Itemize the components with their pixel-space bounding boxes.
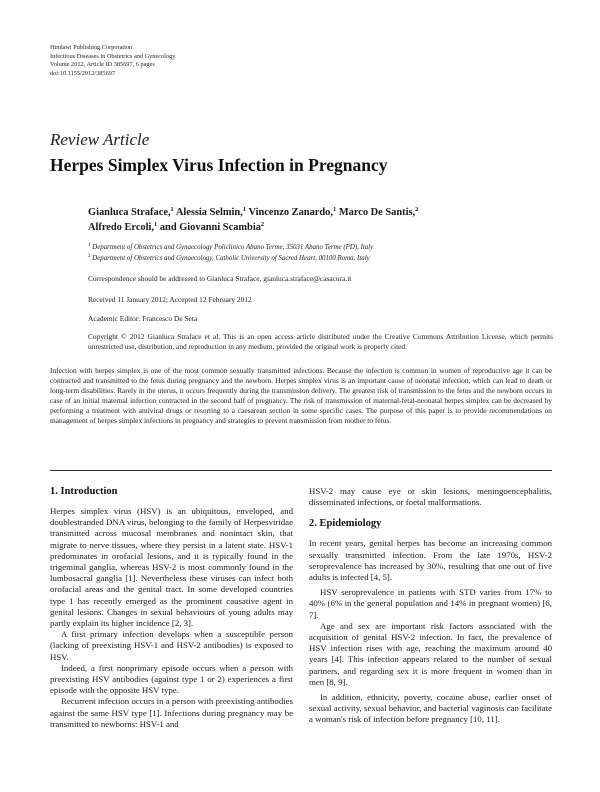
paragraph: In addition, ethnicity, poverty, cocaine abuse, earlier onset of sexual activity, sexual behavior, and bacterial vaginosis can facilitate a woman's risk of infection before pregnancy [10, 11]. xyxy=(309,692,552,725)
academic-editor: Academic Editor: Francesco De Seta xyxy=(88,314,198,323)
page-title: Herpes Simplex Virus Infection in Pregnancy xyxy=(50,155,388,175)
right-column xyxy=(309,486,552,726)
section-heading-introduction: 1. Introduction xyxy=(50,486,118,497)
paragraph: HSV seroprevalence in patients with STD varies from 17% to 40% (6% in the general population and 14% in pregnant women) [6, 7]. xyxy=(309,587,552,620)
affiliation-item: $^2$ Department of Obstetrics and Gynaecology, Catholic University of Sacred Heart, 00100 Roma, Italy xyxy=(88,253,370,262)
paragraph: In recent years, genital herpes has become an increasing common sexually transmitted infection. From the late 1970s, HSV-2 seroprevalence has increased by 30%, resulting that one out of five adults is infected [4, 5]. xyxy=(309,538,552,583)
paragraph: Recurrent infection occurs in a person with preexisting antibodies against the same HSV type [1]. Infections during pregnancy may be transmitted to newborns: HSV-1 and xyxy=(50,696,293,729)
abstract: Infection with herpes simplex is one of the most common sexually transmitted infections. Because the infection is common in women of reproductive age it can be contracted and transmitted to the fetus during pregnancy and the newborn. Herpes simplex virus is an important cause of neonatal infection, which can lead to death or long-term disabilities. Rarely in the uterus, it occurs frequently during the transmission delivery. The greatest risk of transmission to the fetus and the newborn occurs in case of an initial maternal infection contracted in the second half of pregnancy. The risk of transmission of maternal-fetal-neonatal herpes simplex can be decreased by performing a treatment with antiviral drugs or resorting to a caesarean section in some specific cases. The purpose of this paper is to provide recommendations on management of herpes simplex infections in pregnancy and strategies to prevent transmission from mother to fetus. xyxy=(50,366,552,426)
author-affiliation-mark: 1 xyxy=(332,206,337,213)
author-name: and Giovanni Scambia xyxy=(159,222,261,233)
paragraph: A first primary infection develops when a susceptible person (lacking of preexisting HSV-1 and HSV-2 antibodies) is exposed to HSV. xyxy=(50,629,293,662)
paragraph: Herpes simplex virus (HSV) is an ubiquitous, enveloped, and doublestranded DNA virus, belonging to the family of Herpesviridae transmitted across mucosal membranes and nonintact skin, that migrate to nerve tissues, where they persist in a latent state. HSV-1 predominates in orofacial lesions, and it is typically found in the trigeminal ganglia, whereas HSV-2 is most commonly found in the lumbosacral ganglia [1]. Nevertheless these viruses can infect both orofacial areas and the genital tract. In some developed countries type 1 has recently emerged as the prominent causative agent in genital lesions. Changes in sexual behaviours of young adults may partly explain its higher incidence [2, 3]. xyxy=(50,506,293,629)
affiliation-list xyxy=(88,243,553,264)
paragraph-continued: HSV-2 may cause eye or skin lesions, meningoencephalitis, disseminated infections, or foetal malformations. xyxy=(309,486,552,508)
section-heading-epidemiology: 2. Epidemiology xyxy=(309,518,382,530)
author-name: Alfredo Ercoli, xyxy=(88,222,154,233)
doi-line[interactable]: doi:10.1155/2012/385697 xyxy=(50,69,116,77)
received-accepted-dates: Received 11 January 2012; Accepted 12 February 2012 xyxy=(88,295,252,304)
journal-header xyxy=(50,44,175,78)
author-name: Alessia Selmin, xyxy=(175,207,243,218)
affiliation-item: $^1$ Department of Obstetrics and Gynaecology Policlinico Abano Terme, 35031 Abano Terme (PD), Italy xyxy=(88,243,374,251)
author-list xyxy=(88,205,553,235)
paragraph: Age and sex are important risk factors associated with the acquisition of genital HSV-2 infection. In fact, the prevalence of HSV infection rises with age, reaching the maximum around 40 years [4]. This infection appears related to the number of sexual partners, and regarding sex it is more frequent in women than in men [8, 9]. xyxy=(309,620,552,687)
correspondence-line: Correspondence should be addressed to Gianluca Straface, gianluca.straface@casacura.it xyxy=(88,274,352,283)
journal-name-line: Infectious Diseases in Obstetrics and Gynecology xyxy=(50,52,176,60)
author-affiliation-mark: 1 xyxy=(170,206,174,213)
paragraph: Indeed, a first nonprimary episode occurs when a person with preexisting HSV antibodies (against type 1 or 2) experiences a first episode with the opposite HSV type. xyxy=(50,662,293,696)
author-affiliation-mark: 1 xyxy=(242,206,247,213)
author-affiliation-mark: 2 xyxy=(415,206,419,213)
volume-line: Volume 2012, Article ID 385697, 6 pages xyxy=(50,61,155,69)
author-affiliation-mark: 2 xyxy=(260,221,265,228)
copyright-notice: Copyright © 2012 Gianluca Straface et al. This is an open access article distributed under the Creative Commons Attribution License, which permits unrestricted use, distribution, and reproduction in any medium, provided the original work is properly cited. xyxy=(88,332,553,352)
publisher-line: Hindawi Publishing Corporation xyxy=(50,44,133,51)
author-name: Marco De Santis, xyxy=(338,207,416,218)
section-divider xyxy=(50,470,552,471)
article-type: Review Article xyxy=(50,130,150,149)
author-affiliation-mark: 1 xyxy=(154,221,158,228)
author-name: Vincenzo Zanardo, xyxy=(248,207,333,218)
left-column xyxy=(50,486,293,730)
author-name: Gianluca Straface, xyxy=(88,207,171,218)
